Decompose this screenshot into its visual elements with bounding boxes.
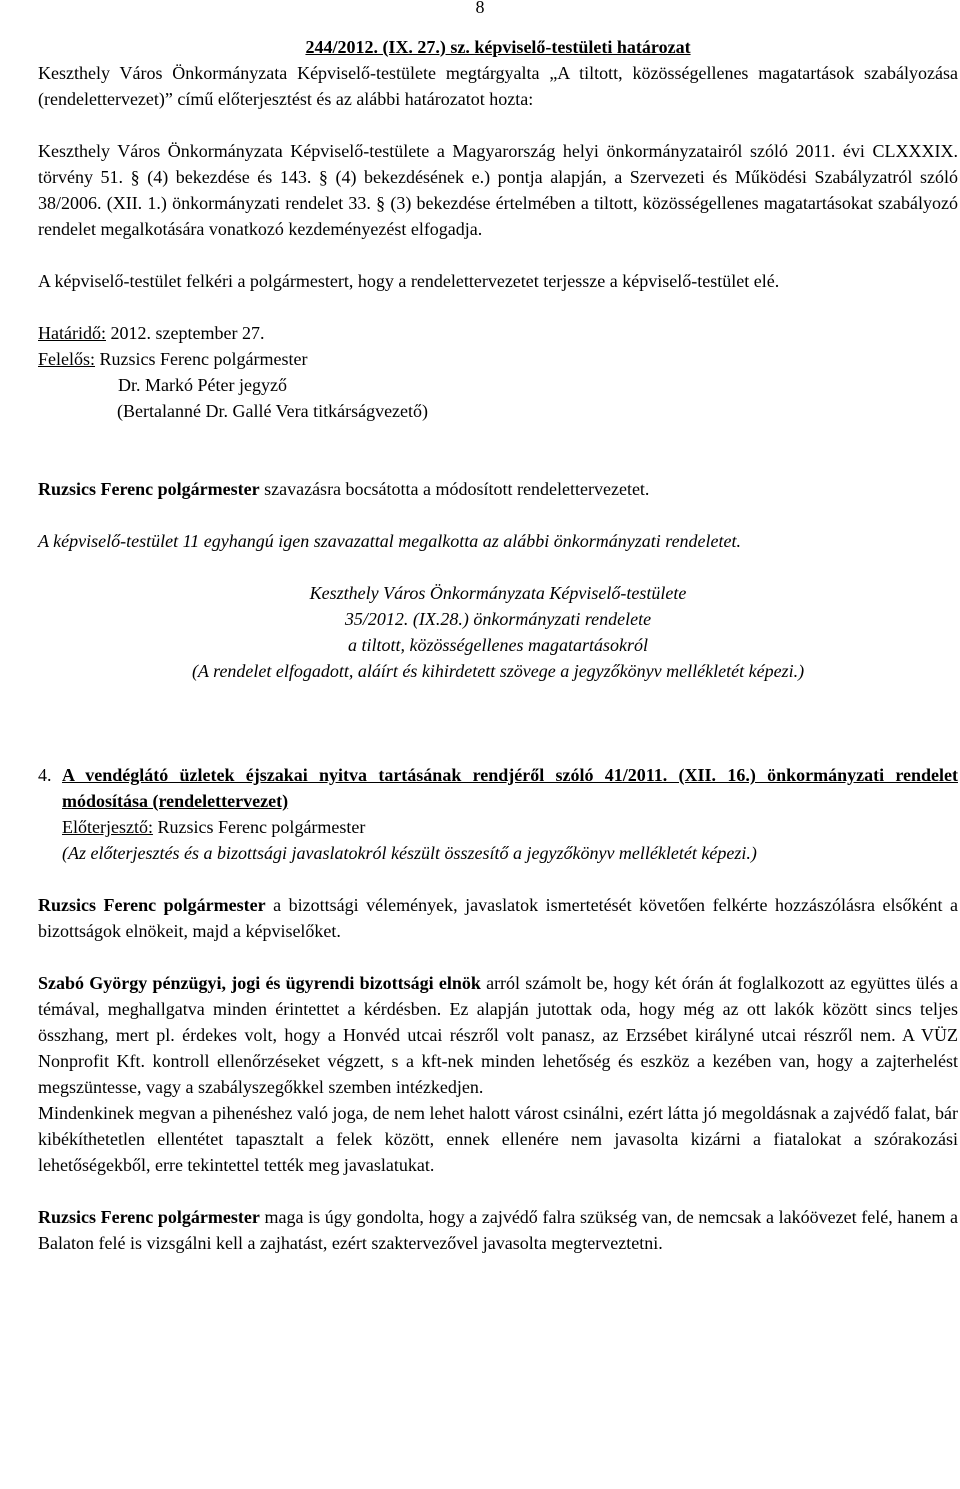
- agenda-item-title: A vendéglátó üzletek éjszakai nyitva tartásának rendjéről szóló 41/2011. (XII. 16.) önkormányzati rendelet módosítása (rendelettervezet): [62, 765, 958, 811]
- responsible-office-head: (Bertalanné Dr. Gallé Vera titkárságvezető): [117, 401, 429, 421]
- agenda-paragraph-1: [38, 892, 958, 944]
- page-number: 8: [475, 0, 485, 17]
- resolution-section: [38, 34, 958, 424]
- agenda-paragraph-4: [38, 1204, 958, 1256]
- vote-result: A képviselő-testület 11 egyhangú igen szavazattal megalkotta az alábbi önkormányzati rendeletet.: [38, 531, 742, 551]
- paragraph-1-speaker: Ruzsics Ferenc polgármester: [38, 895, 266, 915]
- vote-statement: [38, 476, 958, 502]
- presenter-line: [38, 814, 958, 840]
- agenda-item-4: [38, 762, 958, 1256]
- vote-section: [38, 476, 958, 554]
- decree-line-2: 35/2012. (IX.28.) önkormányzati rendelete: [344, 609, 652, 629]
- agenda-paragraph-3: Mindenkinek megvan a pihenéshez való joga, de nem lehet halott várost csinálni, ezért látta jó megoldásnak a zajvédő falat, bár kibékíthetetlen ellentétet tapasztalt a felek között, ennek ellenére nem javasolta kizárni a fiatalokat a szórakozási lehetőségekből, erre tekintettel tették meg javaslatukat.: [38, 1103, 958, 1175]
- resolution-intro: Keszthely Város Önkormányzata Képviselő-testülete megtárgyalta „A tiltott, közösségellenes magatartások szabályozása (rendelettervezet)” című előterjesztést és az alábbi határozatot hozta:: [38, 63, 958, 109]
- paragraph-2-text: arról számolt be, hogy két órán át foglalkozott az együttes ülés a témával, meghallgatva minden érintettet a kérdésben. Ez alapján jutottak oda, hogy még az ott lakók között sincs teljes összhang, mert pl. érdekes volt, hogy a Honvéd utcai részről volt panasz, az Erzsébet királyné utcai részről nem. A VÜZ Nonprofit Kft. kontroll ellenőrzéseket végzett, s a kft-nek minden lehetőség és eszköz a kezében van, hogy a zajterhelést megszüntesse, vagy a szabályszegőkkel szemben intézkedjen.: [38, 973, 958, 1097]
- paragraph-4-speaker: Ruzsics Ferenc polgármester: [38, 1207, 260, 1227]
- responsible-notary: Dr. Markó Péter jegyző: [118, 375, 287, 395]
- paragraph-2-speaker: Szabó György pénzügyi, jogi és ügyrendi bizottsági elnök: [38, 973, 481, 993]
- presenter-value: Ruzsics Ferenc polgármester: [152, 817, 366, 837]
- document-content: [38, 34, 958, 1256]
- resolution-title: 244/2012. (IX. 27.) sz. képviselő-testületi határozat: [305, 37, 691, 57]
- presenter-label: Előterjesztő:: [62, 817, 153, 837]
- vote-speaker: Ruzsics Ferenc polgármester: [38, 479, 260, 499]
- deadline-line: [38, 320, 958, 346]
- agenda-paragraph-2: [38, 970, 958, 1100]
- deadline-value: 2012. szeptember 27.: [105, 323, 265, 343]
- decree-line-3: a tiltott, közösségellenes magatartásokról: [348, 635, 648, 655]
- agenda-item-heading: [38, 762, 958, 814]
- resolution-request: A képviselő-testület felkéri a polgármestert, hogy a rendelettervezetet terjessze a képviselő-testület elé.: [38, 271, 780, 291]
- responsible-value: Ruzsics Ferenc polgármester: [95, 349, 308, 369]
- vote-text: szavazásra bocsátotta a módosított rendelettervezetet.: [259, 479, 650, 499]
- resolution-body: Keszthely Város Önkormányzata Képviselő-testülete a Magyarország helyi önkormányzatairól szóló 2011. évi CLXXXIX. törvény 51. § (4) bekezdése és 143. § (4) bekezdésének e.) pontja alapján, a Szervezeti és Működési Szabályzatról szóló 38/2006. (XII. 1.) önkormányzati rendelet 33. § (3) bekezdése értelmében a tiltott, közösségellenes magatartásokat szabályozó rendelet megalkotására vonatkozó kezdeményezést elfogadja.: [38, 141, 958, 239]
- agenda-item-number: 4.: [38, 765, 52, 785]
- responsible-label: Felelős:: [38, 349, 95, 369]
- decree-section: [38, 580, 958, 684]
- decree-note: (A rendelet elfogadott, aláírt és kihirdetett szövege a jegyzőkönyv mellékletét képezi.): [191, 661, 805, 681]
- deadline-label: Határidő:: [38, 323, 106, 343]
- agenda-item-note: (Az előterjesztés és a bizottsági javaslatokról készült összesítő a jegyzőkönyv mellékletét képezi.): [62, 843, 757, 863]
- decree-line-1: Keszthely Város Önkormányzata Képviselő-testülete: [309, 583, 687, 603]
- paragraph-4-text: maga is úgy gondolta, hogy a zajvédő falra szükség van, de nemcsak a lakóövezet felé, hanem a Balaton felé is vizsgálni kell a zajhatást, ezért szaktervezővel javasolta megterveztetni.: [38, 1207, 959, 1253]
- responsible-line: [38, 346, 958, 372]
- paragraph-1-text: a bizottsági vélemények, javaslatok ismertetését követően felkérte hozzászólásra elsőként a bizottságok elnökeit, majd a képviselőket.: [38, 895, 958, 941]
